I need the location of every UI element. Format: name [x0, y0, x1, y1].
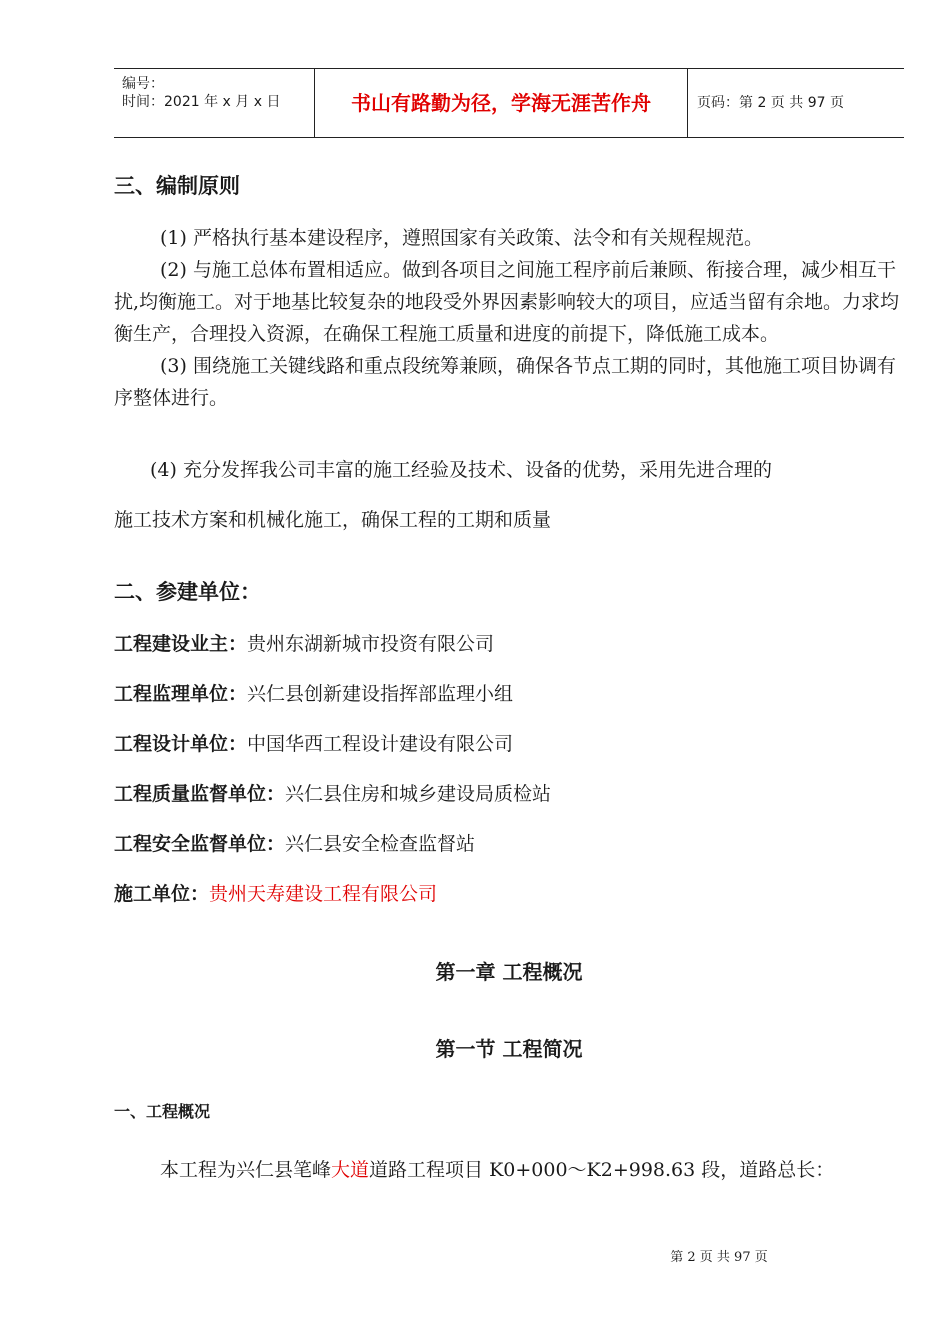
- principle-item-2: (2) 与施工总体布置相适应。做到各项目之间施工程序前后兼顾、衔接合理，减少相互干扰,均衡施工。对于地基比较复杂的地段受外界因素影响较大的项目，应适当留有余地。力求均衡生产，合理投入资源，在确保工程施工质量和进度的前提下，降低施工成本。: [114, 259, 900, 345]
- principle-item-4-line2: 施工技术方案和机械化施工，确保工程的工期和质量: [114, 509, 552, 531]
- header-motto: 书山有路勤为径，学海无涯苦作舟: [315, 69, 688, 137]
- project-intro-part2: 道路工程项目 K0+000～K2+998.63 段，道路总长：: [369, 1159, 835, 1181]
- unit-contractor-label: 施工单位：: [114, 883, 210, 905]
- project-intro-part1: 本工程为兴仁县笔峰: [160, 1159, 332, 1181]
- unit-designer-label: 工程设计单位：: [114, 733, 248, 755]
- unit-quality-supervision: [114, 779, 551, 806]
- unit-safety-supervision-label: 工程安全监督单位：: [114, 833, 286, 855]
- principle-item-4-line1: (4) 充分发挥我公司丰富的施工经验及技术、设备的优势，采用先进合理的: [150, 459, 772, 481]
- section-title: 第一节 工程简况: [435, 1037, 583, 1061]
- project-intro-highlight: 大道: [331, 1159, 370, 1181]
- chapter-title: 第一章 工程概况: [435, 960, 583, 984]
- page-footer: 第 2 页 共 97 页: [670, 1250, 768, 1265]
- page-header: [114, 68, 904, 138]
- unit-owner-label: 工程建设业主：: [114, 633, 248, 655]
- project-intro: [160, 1155, 834, 1182]
- unit-owner: [114, 629, 494, 656]
- unit-supervisor: [114, 679, 513, 706]
- unit-quality-supervision-value: 兴仁县住房和城乡建设局质检站: [285, 783, 552, 805]
- unit-designer-value: 中国华西工程设计建设有限公司: [247, 733, 514, 755]
- unit-designer: [114, 729, 513, 756]
- header-page-info: 页码：第 2 页 共 97 页: [697, 95, 844, 111]
- principles-body: [114, 222, 904, 414]
- header-meta-cell: [114, 69, 315, 137]
- unit-quality-supervision-label: 工程质量监督单位：: [114, 783, 286, 805]
- principle-item-1: (1) 严格执行基本建设程序，遵照国家有关政策、法令和有关规程规范。: [160, 227, 763, 249]
- unit-safety-supervision-value: 兴仁县安全检查监督站: [285, 833, 476, 855]
- unit-safety-supervision: [114, 829, 475, 856]
- subsection-title: 一、工程概况: [114, 1102, 211, 1121]
- section-principles-title: 三、编制原则: [114, 174, 240, 198]
- header-number-label: 编号：: [122, 76, 164, 92]
- unit-supervisor-value: 兴仁县创新建设指挥部监理小组: [247, 683, 514, 705]
- unit-supervisor-label: 工程监理单位：: [114, 683, 248, 705]
- unit-contractor: [114, 879, 437, 906]
- unit-contractor-value: 贵州天寿建设工程有限公司: [209, 883, 438, 905]
- unit-owner-value: 贵州东湖新城市投资有限公司: [247, 633, 495, 655]
- section-units-title: 二、参建单位：: [114, 580, 261, 604]
- principle-item-3: (3) 围绕施工关键线路和重点段统筹兼顾，确保各节点工期的同时，其他施工项目协调有序整体进行。: [114, 355, 896, 409]
- header-time-label: 时间：2021 年 x 月 x 日: [122, 94, 281, 110]
